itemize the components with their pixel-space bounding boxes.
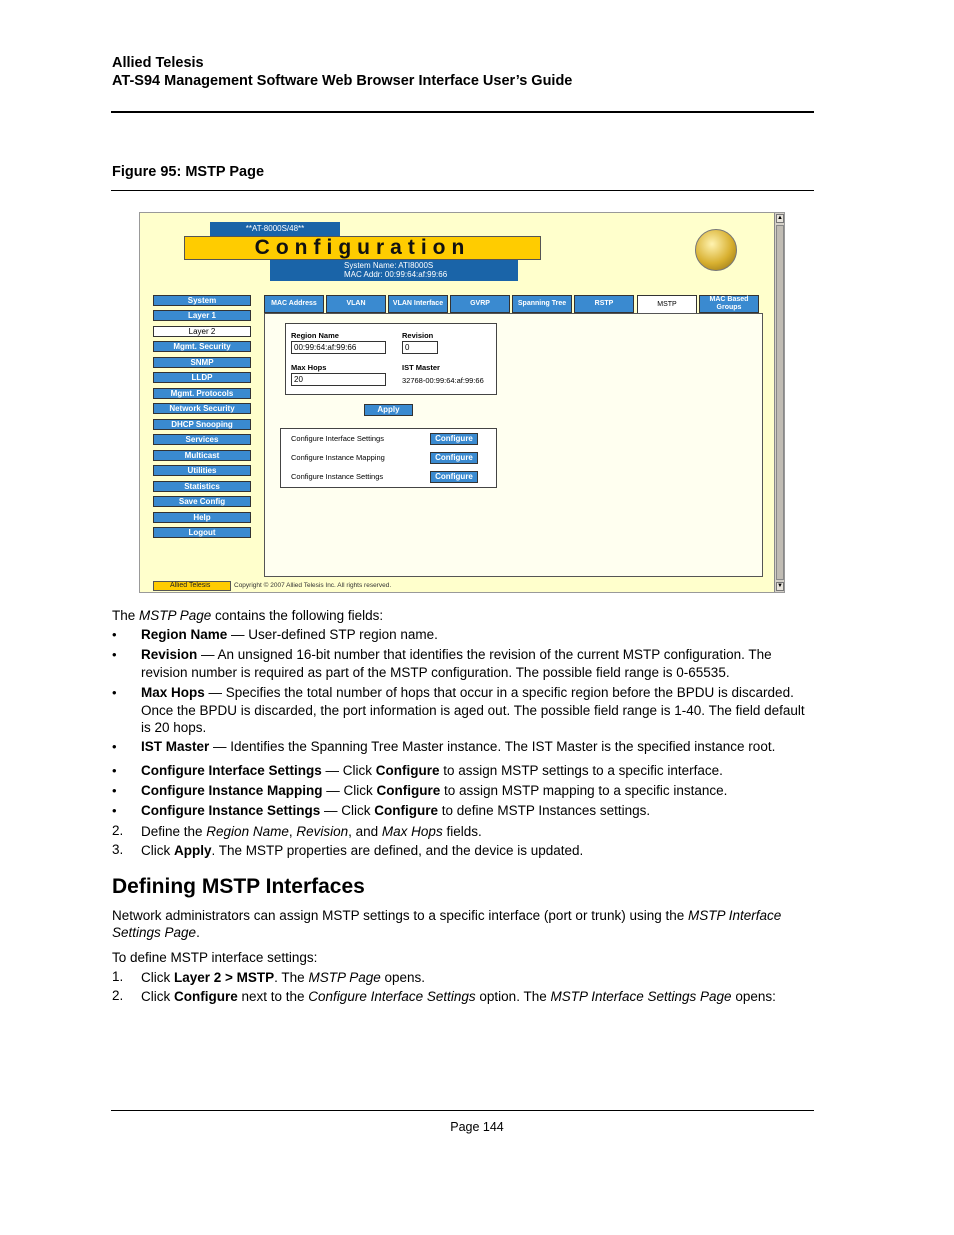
bullet-text: to assign MSTP mapping to a specific instance. <box>440 783 728 798</box>
apply-button[interactable]: Apply <box>364 404 413 416</box>
bullet-text: — Click <box>322 783 377 798</box>
nav-dhcp-snooping[interactable]: DHCP Snooping <box>153 419 251 430</box>
figure-caption: Figure 95: MSTP Page <box>112 164 265 180</box>
scroll-down-icon[interactable]: ▼ <box>777 583 783 589</box>
step-em: Region Name <box>206 824 289 839</box>
footer-rule <box>111 1110 814 1111</box>
section-heading: Defining MSTP Interfaces <box>112 875 365 898</box>
para-text: Network administrators can assign MSTP settings to a specific interface (port or trunk) using the <box>112 908 688 923</box>
bullet-term: Configure <box>374 803 439 818</box>
nav-layer-2[interactable]: Layer 2 <box>153 326 251 337</box>
bullet-glyph: • <box>112 685 117 700</box>
revision-label: Revision <box>402 331 434 340</box>
step-number: 3. <box>112 842 124 857</box>
region-name-input[interactable]: 00:99:64:af:99:66 <box>291 341 386 354</box>
mstp-fields-box <box>285 323 497 395</box>
device-name: **AT-8000S/48** <box>210 222 340 236</box>
tab-mac-based-groups[interactable]: MAC Based Groups <box>699 295 759 313</box>
bullet-glyph: • <box>112 803 117 818</box>
step-number: 2. <box>112 988 124 1003</box>
step-em: Revision <box>296 824 349 839</box>
vertical-scrollbar[interactable] <box>774 213 784 592</box>
bullet-text: to assign MSTP settings to a specific interface. <box>439 763 723 778</box>
bullet-text: to define MSTP Instances settings. <box>438 803 651 818</box>
bullet-term: Configure <box>375 763 440 778</box>
globe-logo-icon <box>695 229 737 271</box>
step-text: , <box>288 824 297 839</box>
step-text: Click <box>141 843 174 858</box>
step-text: opens: <box>731 989 776 1004</box>
mstp-page-screenshot <box>139 212 785 593</box>
intro-pre: The <box>112 608 140 623</box>
step-text: next to the <box>237 989 309 1004</box>
step-text: . The <box>274 970 309 985</box>
nav-mgmt-protocols[interactable]: Mgmt. Protocols <box>153 388 251 399</box>
bullet-revision <box>141 646 816 681</box>
step-text: opens. <box>380 970 426 985</box>
step-number: 1. <box>112 969 124 984</box>
step-text: option. The <box>475 989 551 1004</box>
step-bold: Layer 2 > MSTP <box>174 970 275 985</box>
configure-instance-settings-button[interactable]: Configure <box>430 471 478 483</box>
max-hops-label: Max Hops <box>291 363 327 372</box>
step-text: Define the <box>141 824 207 839</box>
bullet-glyph: • <box>112 763 117 778</box>
header-rule <box>111 111 814 113</box>
region-name-label: Region Name <box>291 331 339 340</box>
scroll-up-icon[interactable]: ▲ <box>777 215 783 221</box>
nav-snmp[interactable]: SNMP <box>153 357 251 368</box>
max-hops-input[interactable]: 20 <box>291 373 386 386</box>
step-em: Configure Interface Settings <box>308 989 476 1004</box>
step-text: Click <box>141 970 174 985</box>
nav-system[interactable]: System <box>153 295 251 306</box>
allied-telesis-footer-logo: Allied Telesis <box>153 581 231 591</box>
bullet-term: Configure Instance Mapping <box>141 783 323 798</box>
configure-interface-settings-button[interactable]: Configure <box>430 433 478 445</box>
configure-options-box <box>280 428 497 488</box>
nav-logout[interactable]: Logout <box>153 527 251 538</box>
bullet-text: — Click <box>321 763 376 778</box>
intro-paragraph <box>112 607 383 624</box>
nav-services[interactable]: Services <box>153 434 251 445</box>
configure-instance-mapping-label: Configure Instance Mapping <box>291 453 385 462</box>
tab-mstp[interactable]: MSTP <box>637 295 697 314</box>
scroll-thumb[interactable] <box>776 225 784 580</box>
step-em: MSTP Page <box>308 970 381 985</box>
bullet-glyph: • <box>112 739 117 754</box>
nav-utilities[interactable]: Utilities <box>153 465 251 476</box>
step-number: 2. <box>112 823 124 838</box>
bullet-text: — User-defined STP region name. <box>227 627 438 642</box>
ist-master-label: IST Master <box>402 363 440 372</box>
page-number: Page 144 <box>450 1120 504 1134</box>
nav-multicast[interactable]: Multicast <box>153 450 251 461</box>
nav-lldp[interactable]: LLDP <box>153 372 251 383</box>
nav-network-security[interactable]: Network Security <box>153 403 251 414</box>
step-em: Max Hops <box>381 824 443 839</box>
step-bold: Configure <box>174 989 238 1004</box>
bullet-region-name <box>141 626 816 644</box>
step-click-configure <box>141 988 816 1006</box>
para-text: . <box>196 925 200 940</box>
step-text: , and <box>348 824 382 839</box>
bullet-text: — Specifies the total number of hops that occur in a specific region before the BPDU is discarded. Once the BPDU is discarded, the port information is aged out. The possible field range is 1-40. The field default is 20 hops. <box>141 685 805 735</box>
bullet-term: IST Master <box>141 739 210 754</box>
bullet-configure-instance-settings <box>141 802 816 820</box>
system-info-box <box>270 260 518 281</box>
tab-rstp[interactable]: RSTP <box>574 295 634 313</box>
nav-save-config[interactable]: Save Config <box>153 496 251 507</box>
step-click-layer2-mstp <box>141 969 816 987</box>
para-em: MSTP Interface Settings Page <box>112 908 782 940</box>
step-text: . The MSTP properties are defined, and the device is updated. <box>211 843 584 858</box>
step-bold: Apply <box>174 843 212 858</box>
step-text: Click <box>141 989 174 1004</box>
bullet-configure-instance-mapping <box>141 782 816 800</box>
procedure-intro: To define MSTP interface settings: <box>112 950 318 965</box>
step-click-apply <box>141 842 816 860</box>
document-title: AT-S94 Management Software Web Browser Interface User’s Guide <box>112 73 573 89</box>
nav-help[interactable]: Help <box>153 512 251 523</box>
footer-copyright: Copyright © 2007 Allied Telesis Inc. All rights reserved. <box>234 582 392 589</box>
nav-mgmt-security[interactable]: Mgmt. Security <box>153 341 251 352</box>
bullet-max-hops <box>141 684 816 737</box>
bullet-term: Max Hops <box>141 685 205 700</box>
bullet-glyph: • <box>112 647 117 662</box>
bullet-term: Configure Instance Settings <box>141 803 321 818</box>
tab-gvrp[interactable]: GVRP <box>450 295 510 313</box>
configure-instance-mapping-button[interactable]: Configure <box>430 452 478 464</box>
caption-rule <box>111 190 814 191</box>
nav-statistics[interactable]: Statistics <box>153 481 251 492</box>
tab-mac-address[interactable]: MAC Address <box>264 295 324 313</box>
bullet-term: Region Name <box>141 627 228 642</box>
tab-spanning-tree[interactable]: Spanning Tree <box>512 295 572 313</box>
bullet-term: Revision <box>141 647 198 662</box>
bullet-text: — Identifies the Spanning Tree Master instance. The IST Master is the specified instance root. <box>209 739 776 754</box>
section-paragraph <box>112 907 817 941</box>
ist-master-value: 32768-00:99:64:af:99:66 <box>402 376 484 385</box>
bullet-term: Configure <box>376 783 441 798</box>
revision-input[interactable]: 0 <box>402 341 438 354</box>
configuration-banner: Configuration <box>184 236 541 260</box>
bullet-text: — Click <box>320 803 375 818</box>
mac-address: MAC Addr: 00:99:64:af:99:66 <box>344 270 448 279</box>
bullet-term: Configure Interface Settings <box>141 763 322 778</box>
configure-instance-settings-label: Configure Instance Settings <box>291 472 384 481</box>
company-name: Allied Telesis <box>112 55 204 71</box>
tab-vlan-interface[interactable]: VLAN Interface <box>388 295 448 313</box>
step-text: fields. <box>442 824 482 839</box>
tab-vlan[interactable]: VLAN <box>326 295 386 313</box>
intro-post: contains the following fields: <box>211 608 384 623</box>
configure-interface-settings-label: Configure Interface Settings <box>291 434 384 443</box>
step-em: MSTP Interface Settings Page <box>550 989 732 1004</box>
bullet-configure-interface-settings <box>141 762 816 780</box>
nav-layer-1[interactable]: Layer 1 <box>153 310 251 321</box>
bullet-glyph: • <box>112 783 117 798</box>
bullet-glyph: • <box>112 627 117 642</box>
step-define-fields <box>141 823 816 841</box>
intro-em: MSTP Page <box>139 608 212 623</box>
system-name: System Name: ATI8000S <box>344 261 434 270</box>
bullet-ist-master <box>141 738 816 756</box>
bullet-text: — An unsigned 16-bit number that identifies the revision of the current MSTP configuration. The revision number is required as part of the MSTP configuration. The possible field range is 0-65535. <box>141 647 772 680</box>
